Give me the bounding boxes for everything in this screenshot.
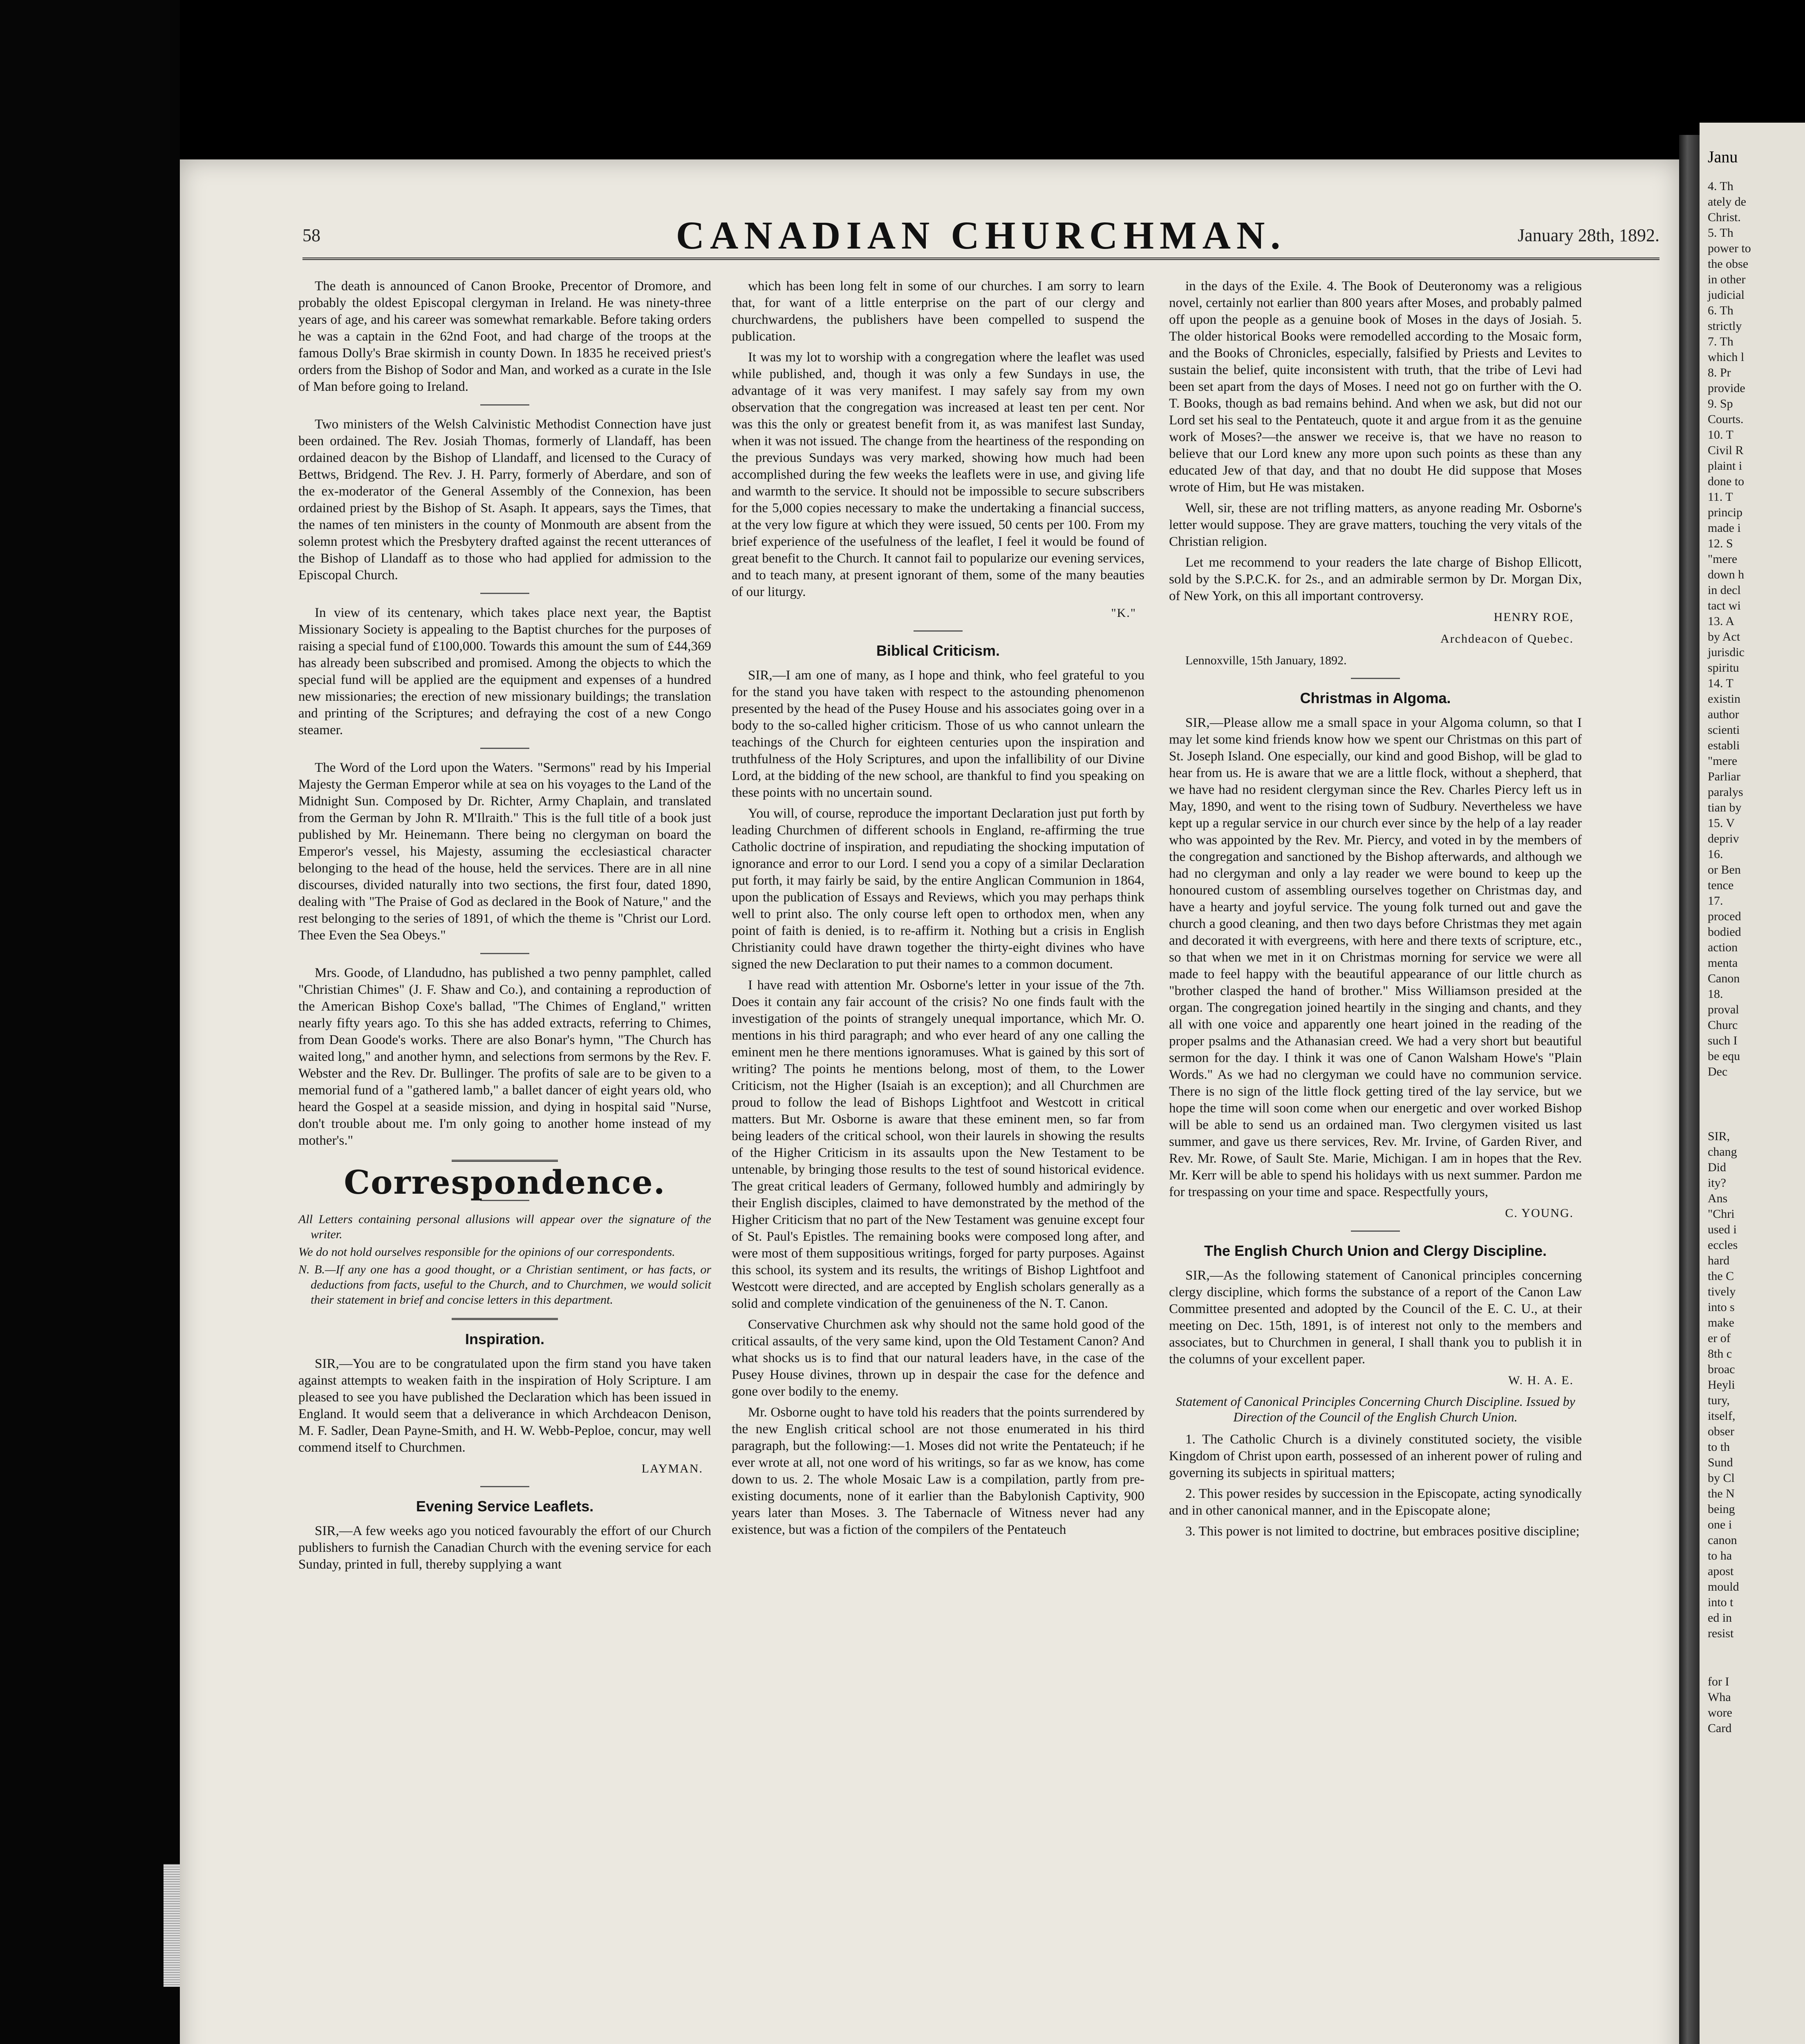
adjacent-page-line: 18. — [1708, 987, 1723, 1001]
editorial-notice: All Letters containing personal allusions will appear over the signature of the writer. — [298, 1213, 711, 1241]
adjacent-page-lines — [1700, 1129, 1805, 1641]
adjacent-page-line: made i — [1708, 521, 1741, 535]
letter-body: which has been long felt in some of our churches. I am sorry to learn that, for want of a little enterprise on the part of our clergy and churchwardens, the publishers have been compelled to suspend the publication. — [732, 279, 1144, 344]
letter-body: Well, sir, these are not trifling matters, as anyone reading Mr. Osborne's letter would suppose. They are grave matters, touching the very vitals of the Christian religion. — [1169, 501, 1582, 549]
adjacent-page-line: 7. Th — [1708, 335, 1733, 348]
adjacent-page-line: paralys — [1708, 785, 1743, 799]
issue-date: January 28th, 1892. — [1517, 225, 1659, 245]
divider — [452, 1160, 558, 1162]
adjacent-page-line: "Chri — [1708, 1207, 1735, 1221]
adjacent-page-line: 13. A — [1708, 614, 1735, 628]
adjacent-page-line: one i — [1708, 1518, 1732, 1531]
adjacent-page-lines — [1700, 179, 1805, 1080]
adjacent-page-line: to ha — [1708, 1549, 1732, 1562]
column-3 — [1169, 278, 1582, 1544]
column-1 — [298, 278, 711, 1577]
letter-heading: The English Church Union and Clergy Discipline. — [1204, 1242, 1547, 1259]
letter-heading: Evening Service Leaflets. — [416, 1498, 594, 1515]
adjacent-page-line: 8. Pr — [1708, 366, 1731, 379]
adjacent-page-line: Sund — [1708, 1456, 1733, 1469]
adjacent-page-line: establi — [1708, 739, 1740, 752]
adjacent-page-line: obser — [1708, 1425, 1734, 1438]
adjacent-page-line: 11. T — [1708, 490, 1733, 504]
adjacent-page-line: scienti — [1708, 723, 1740, 737]
adjacent-page-line: 5. Th — [1708, 226, 1733, 240]
adjacent-page-line: Churc — [1708, 1018, 1738, 1032]
adjacent-page-gap — [1700, 1080, 1805, 1129]
statement-title: Statement of Canonical Principles Concerning Church Discipline. Issued by Direction of the Council of the English Church Union. — [1176, 1394, 1575, 1424]
adjacent-page-line: Parliar — [1708, 770, 1740, 783]
letter-body: Let me recommend to your readers the late charge of Bishop Ellicott, sold by the S.P.C.K. for 2s., and an admirable sermon by Dr. Morgan Dix, of New York, on this all important controversy. — [1169, 555, 1582, 603]
adjacent-page-line: ately de — [1708, 195, 1747, 208]
letter-body: SIR,—Please allow me a small space in your Algoma column, so that I may let some kind friends know how we spent our Christmas on this part of St. Joseph Island. One especially, our kind and good Bishop, will be glad to hear from us. He is aware that we are a little flock, without a shepherd, that we have had no resident clergyman since the Rev. Charles Piercy left us in May, 1890, and went to the rising town of Sudbury. Nevertheless we have kept up a regular service in our church ever since by the help of a lay reader who was appointed by the Rev. Mr. Piercy, and voted in by the members of the congregation and sanctioned by the Bishop afterwards, and although we had no clergyman and only a lay reader we were bound to keep up the honoured custom of assembling ourselves together on Christmas day, and have a hearty and joyful service. The young folk turned out and gave the church a good cleaning, and then two days before Christmas they met again and decorated it with evergreens, with here and there texts of scripture, etc., so that when we met in it on Christmas morning for service we were all made to feel happy with the beautiful appearance of our little church as "brother clasped the hand of brother." Miss Williamson presided at the organ. The congregation joined heartily in the singing and chants, and they all with one voice and apparently one heart joined in the reading of the proper psalms and the Athanasian creed. We had a very short but beautiful sermon for the day. I think it was one of Canon Walsham Howe's "Plain Words." As we had no clergyman we could have no communion service. There is no sign of the little flock getting tired of the lay service, but we hope the time will soon come when our energetic and over worked Bishop will be able to send us an ordained man. Two clergymen visited us last summer, and gave us there services, Rev. Mr. Irvine, of Garden River, and Rev. Mr. Rowe, of Sault Ste. Marie, Michigan. I am in hopes that the Rev. Mr. Kerr will be able to spend his holidays with us next summer. Pardon me for trespassing on your time and space. Respectfully yours, — [1169, 715, 1582, 1199]
adjacent-page-line: 16. — [1708, 847, 1723, 861]
letter-body: SIR,—A few weeks ago you noticed favourably the effort of our Church publishers to furnish the Canadian Church with the evening service for each Sunday, printed in full, thereby supplying a want — [298, 1524, 711, 1572]
letter-body: Mr. Osborne ought to have told his readers that the points surrendered by the new English critical school are not those enumerated in his third paragraph, but the following:—1. Moses did not write the Pentateuch; if he ever wrote at all, not one word of his writings, so far as we know, has come down to us. 2. The whole Mosaic Law is a compilation, partly from pre-existing documents, none of it earlier than the Babylonish Captivity, 900 years later than Moses. 3. The Tabernacle of Witness never had any existence, but was a fiction of the compilers of the Pentateuch — [732, 1405, 1144, 1537]
divider — [1351, 678, 1400, 679]
adjacent-page-line: ed in — [1708, 1611, 1732, 1625]
adjacent-page-line: ity? — [1708, 1176, 1726, 1190]
adjacent-page-line: such I — [1708, 1034, 1738, 1047]
adjacent-page-line: make — [1708, 1316, 1734, 1329]
editorial-notice: N. B.—If any one has a good thought, or a Christian sentiment, or has facts, or deductions from facts, useful to the Church, and to Churchmen, we would solicit their statement in brief and concise letters in this department. — [298, 1263, 711, 1307]
divider — [914, 630, 963, 632]
adjacent-page-line: 14. T — [1708, 677, 1733, 690]
adjacent-page-line: resist — [1708, 1627, 1734, 1640]
adjacent-page-line: proced — [1708, 910, 1741, 923]
adjacent-page-line: tury, — [1708, 1394, 1730, 1407]
letter-body: I have read with attention Mr. Osborne's letter in your issue of the 7th. Does it contain any fair account of the crisis? No one finds fault with the investigation of the points of strangely unequal importance, which Mr. O. mentions in his third paragraph; and who ever heard of any one calling the eminent men he there mentions ignoramuses. What is gained by this sort of writing? The points he mentions belong, most of them, to the Lower Criticism, not the Higher (Isaiah is an exception); and all Churchmen are proud to follow the lead of Bishops Lightfoot and Westcott in critical matters. But Mr. Osborne is aware that these eminent men, so far from being leaders of the critical school, won their laurels in showing the results of the Higher Criticism in its assaults upon the New Testament to be untenable, by bringing those results to the test of sound historical evidence. The great critical leaders of Germany, followed humbly and admiringly by their English disciples, claimed to have demonstrated by the method of the Higher Criticism that no part of the New Testament was genuine except four of St. Paul's Epistles. The remaining books were composed long after, and were most of them suppositious writings, forged for party purposes. Against this school, its system and its results, the writings of Bishop Lightfoot and Westcott were directed, and are accepted by English scholars generally as a solid and complete vindication of the genuineness of the N. T. Canon. — [732, 978, 1144, 1311]
adjacent-page-line: spiritu — [1708, 661, 1739, 675]
adjacent-page-line: hard — [1708, 1254, 1730, 1267]
divider — [452, 1318, 558, 1320]
news-item: The death is announced of Canon Brooke, Precentor of Dromore, and probably the oldest Episcopal clergyman in Ireland. He was ninety-three years of age, and his career was somewhat remarkable. Before taking orders he was a captain in the 62nd Foot, and had charge of the troops at the famous Dolly's Brae skirmish in county Down. In 1835 he received priest's orders from the Bishop of Sodor and Man, and worked as a curate in the Isle of Man before going to Ireland. — [298, 279, 711, 394]
letter-body: You will, of course, reproduce the important Declaration just put forth by leading Churchmen of different schools in England, re-affirming the true Catholic doctrine of inspiration, and repudiating the shocking imputation of ignorance and error to our Lord. I send you a copy of a similar Declaration put forth, it may fairly be said, by the entire Anglican Communion in 1864, upon the publication of Essays and Reviews, which you may perhaps think well to print also. The only course left open to orthodox men, when any point of faith is denied, is to re-affirm it. Nothing but a crisis in English Christianity could have drawn together the thirty-eight divines who have signed the new Declaration to put their names to a common document. — [732, 806, 1144, 972]
divider — [480, 748, 529, 749]
adjacent-page-line: Did — [1708, 1161, 1726, 1174]
divider — [480, 953, 529, 954]
letter-signature: LAYMAN. — [641, 1462, 703, 1475]
adjacent-page-line: Canon — [1708, 972, 1740, 985]
adjacent-page-line: to th — [1708, 1440, 1730, 1454]
letter-signature: "K." — [1111, 606, 1136, 620]
letter-heading: Inspiration. — [465, 1331, 544, 1347]
adjacent-page-line: tian by — [1708, 801, 1742, 814]
adjacent-page-line: mould — [1708, 1580, 1739, 1594]
adjacent-page-line: 8th c — [1708, 1347, 1732, 1360]
adjacent-page-edge — [1700, 123, 1805, 2044]
divider — [480, 404, 529, 406]
letter-body: SIR,—I am one of many, as I hope and think, who feel grateful to you for the stand you have taken with respect to the astounding phenomenon presented by the head of the Pusey House and his associates going over in a body to the so-called higher criticism. Those of us who cannot unlearn the teachings of the Church for eighteen centuries upon the inspiration and truthfulness of the Holy Scriptures, and upon the infallibility of our Divine Lord, at the bidding of the new school, are thankful to find you speaking on these points with no uncertain sound. — [732, 668, 1144, 800]
adjacent-page-line: down h — [1708, 568, 1745, 581]
adjacent-page-line: in other — [1708, 273, 1746, 286]
letter-signature: HENRY ROE, — [1494, 610, 1574, 624]
adjacent-page-line: for I — [1708, 1675, 1729, 1688]
page-stack-edge — [163, 1864, 180, 1987]
adjacent-page-line: menta — [1708, 956, 1738, 970]
adjacent-page-line: 10. T — [1708, 428, 1733, 442]
adjacent-page-line: "mere — [1708, 552, 1738, 566]
adjacent-page-line: 17. — [1708, 894, 1723, 908]
masthead: CANADIAN CHURCHMAN. — [676, 213, 1286, 257]
adjacent-page-line: author — [1708, 708, 1739, 721]
statement-point: 2. This power resides by succession in the Episcopate, acting synodically and in other canonical manner, and in the Episcopate alone; — [1169, 1486, 1582, 1518]
adjacent-page-line: princip — [1708, 506, 1742, 519]
adjacent-page-line: wore — [1708, 1706, 1732, 1719]
editorial-notice: We do not hold ourselves responsible for the opinions of our correspondents. — [298, 1245, 675, 1259]
letter-body: in the days of the Exile. 4. The Book of Deuteronomy was a religious novel, certainly not earlier than 800 years after Moses, and probably palmed off upon the people as a genuine book of Moses in the days of Josiah. 5. The older historical Books were remodelled according to the Mosaic form, and the Books of Chronicles, especially, falsified by Priests and Levites to sustain the belief, quite inconsistent with truth, that the tribe of Levi had been set apart from the days of Moses. I need not go on further with the O. T. Books, though as bad remains behind. And when we ask, but did not our Lord set his seal to the Pentateuch, quote it and argue from it as the genuine work of Moses?—the answer we receive is, that we have no reason to believe that our Lord knew any more upon such points as these than any educated Jew of that day, and that no doubt He did suppose that Moses wrote of Him, but He was mistaken. — [1169, 279, 1582, 495]
column-2 — [732, 278, 1144, 1542]
adjacent-page-line: 9. Sp — [1708, 397, 1733, 410]
letter-signature: C. YOUNG. — [1505, 1206, 1574, 1220]
adjacent-page-line: proval — [1708, 1003, 1739, 1016]
statement-point: 1. The Catholic Church is a divinely constituted society, the visible Kingdom of Christ upon earth, possessed of an inherent power of ruling and governing its subjects in spiritual matters; — [1169, 1432, 1582, 1480]
adjacent-page-gap — [1700, 1641, 1805, 1674]
adjacent-page-line: strictly — [1708, 319, 1742, 333]
letter-signature-title: Archdeacon of Quebec. — [1440, 632, 1574, 645]
letter-heading: Christmas in Algoma. — [1300, 690, 1451, 706]
adjacent-page-line: tact wi — [1708, 599, 1741, 612]
adjacent-page-line: 15. V — [1708, 816, 1735, 830]
adjacent-page-line: 6. Th — [1708, 304, 1733, 317]
page-number: 58 — [302, 225, 320, 245]
adjacent-page-line: Dec — [1708, 1065, 1728, 1078]
adjacent-page-line: Christ. — [1708, 211, 1741, 224]
letter-body: Conservative Churchmen ask why should not the same hold good of the critical assaults, of the very same kind, upon the Old Testament Canon? And what shocks us is to find that our natural leaders have, in the case of the Pusey House divines, thrown up in despair the case for the defence and gone over bodily to the enemy. — [732, 1317, 1144, 1399]
adjacent-page-line: into s — [1708, 1300, 1735, 1314]
adjacent-page-line: existin — [1708, 692, 1740, 706]
news-item: In view of its centenary, which takes place next year, the Baptist Missionary Society is appealing to the Baptist churches for the purposes of raising a special fund of £100,000. Towards this amount the sum of £44,369 has already been subscribed and promised. Among the objects to which the special fund will be applied are the equipment and expenses of a hundred new missionaries; the erection of new missionary buildings; the translation and printing of the Scriptures; and defraying the cost of a new Congo steamer. — [298, 605, 711, 737]
adjacent-page-line: chang — [1708, 1145, 1737, 1159]
adjacent-page-line: itself, — [1708, 1409, 1736, 1423]
letter-body: It was my lot to worship with a congregation where the leaflet was used while published, and, though it was only a few Sundays in use, the advantage of it was very manifest. I may safely say from my own observation that the congregation was increased at least ten per cent. Nor was this the only or greatest benefit from it, as was manifest last Sunday, when it was not issued. The change from the heartiness of the responding on the previous Sundays was very marked, showing how much had been accomplished during the few weeks the leaflets were in use, and giving life and warmth to the service. It should not be impossible to secure subscribers for the 5,000 copies necessary to make the undertaking a financial success, at the very low figure at which they were issued, 50 cents per 100. From my brief experience of the usefulness of the leaflet, I feel it would be found of great benefit to the Church. It cannot fail to popularize our evening services, and to teach many, at present ignorant of them, some of the many beauties of our liturgy. — [732, 350, 1144, 599]
adjacent-page-line: 4. Th — [1708, 179, 1733, 193]
adjacent-page-line: Heyli — [1708, 1378, 1735, 1392]
adjacent-page-line: power to — [1708, 242, 1751, 255]
page-header — [302, 208, 1659, 260]
adjacent-page-line: used i — [1708, 1223, 1737, 1236]
news-item: The Word of the Lord upon the Waters. "Sermons" read by his Imperial Majesty the German Emperor while at sea on his voyages to the Land of the Midnight Sun. Composed by Dr. Richter, Army Chaplain, and translated from the German by John R. M'Ilraith." This is the full title of a book just published by Mr. Heinemann. There being no clergyman on board the Emperor's vessel, his Majesty, assuming the ecclesiastical character belonging to the head of the house, held the services. There are in all nine discourses, divided naturally into two sections, the first four, dated 1890, dealing with "The Praise of God as declared in the Book of Nature," and the rest belonging to the series of 1891, of which the theme is "Christ our Lord. Thee Even the Sea Obeys." — [298, 760, 711, 943]
adjacent-page-line: be equ — [1708, 1049, 1740, 1063]
correspondence-heading: Correspondence. — [344, 1163, 666, 1201]
adjacent-page-line: the obse — [1708, 257, 1749, 271]
statement-point: 3. This power is not limited to doctrine, but embraces positive discipline; — [1185, 1524, 1580, 1539]
adjacent-page-line: provide — [1708, 381, 1745, 395]
adjacent-page-line: into t — [1708, 1596, 1733, 1609]
adjacent-page-line: Civil R — [1708, 444, 1744, 457]
adjacent-page-line: in decl — [1708, 583, 1741, 597]
newspaper-page — [180, 159, 1679, 2044]
adjacent-page-line: by Act — [1708, 630, 1740, 643]
adjacent-page-line: er of — [1708, 1331, 1731, 1345]
adjacent-page-line: by Cl — [1708, 1471, 1735, 1485]
adjacent-page-line: the C — [1708, 1269, 1734, 1283]
letter-signature: W. H. A. E. — [1508, 1374, 1574, 1387]
adjacent-page-line: judicial — [1708, 288, 1745, 302]
adjacent-page-line: canon — [1708, 1533, 1737, 1547]
adjacent-page-line: the N — [1708, 1487, 1735, 1500]
adjacent-page-line: "mere — [1708, 754, 1738, 768]
adjacent-page-header: Janu — [1708, 148, 1738, 166]
adjacent-page-line: SIR, — [1708, 1130, 1730, 1143]
adjacent-page-line: 12. S — [1708, 537, 1733, 550]
divider — [1351, 1230, 1400, 1232]
adjacent-page-line: tively — [1708, 1285, 1736, 1298]
adjacent-page-line: Card — [1708, 1721, 1732, 1735]
news-item: Mrs. Goode, of Llandudno, has published a two penny pamphlet, called "Christian Chimes" (J. F. Shaw and Co.), and containing a reproduction of the American Bishop Coxe's ballad, "The Chimes of England," written nearly fifty years ago. To this she has added extracts, referring to Chimes, from Dean Goode's works. There are also Bonar's hymn, "The Church has waited long," and another hymn, and selections from sermons by the Rev. F. Webster and the Rev. Dr. Bullinger. The profits of sale are to be given to a memorial fund of a "gathered lamb," a ballet dancer of eight years old, who heard the Gospel at a seaside mission, and dying in hospital said "Nurse, don't trouble about me. I'm only going to another home instead of my mother's." — [298, 966, 711, 1148]
adjacent-page-line: done to — [1708, 475, 1745, 488]
adjacent-page-lines — [1700, 1674, 1805, 1736]
letter-place-date: Lennoxville, 15th January, 1892. — [1185, 654, 1347, 667]
divider — [480, 593, 529, 594]
adjacent-page-line: depriv — [1708, 832, 1739, 845]
adjacent-page-line: Courts. — [1708, 412, 1744, 426]
adjacent-page-line: jurisdic — [1708, 645, 1745, 659]
letter-heading: Biblical Criticism. — [876, 642, 1000, 659]
letter-body: SIR,—As the following statement of Canonical principles concerning clergy discipline, which forms the substance of a report of the Canon Law Committee presented and adopted by the Council of the E. C. U., at their meeting on Dec. 15th, 1891, is of interest not only to the members and associates, but to Churchmen in general, I shall thank you to publish it in the columns of your excellent paper. — [1169, 1268, 1582, 1367]
book-gutter-fold — [1679, 135, 1700, 2044]
adjacent-page-line: broac — [1708, 1363, 1735, 1376]
adjacent-page-line: plaint i — [1708, 459, 1742, 473]
divider — [480, 1486, 529, 1487]
adjacent-page-line: or Ben — [1708, 863, 1741, 876]
adjacent-page-line: Wha — [1708, 1690, 1731, 1704]
adjacent-page-line: being — [1708, 1502, 1735, 1516]
news-item: Two ministers of the Welsh Calvinistic Methodist Connection have just been ordained. The Rev. Josiah Thomas, formerly of Llandaff, has been ordained deacon by the Bishop of Llandaff, and licensed to the Curacy of Bettws, Bridgend. The Rev. J. H. Parry, formerly of Aberdare, and son of the ex-moderator of the General Assembly of the Connexion, has been ordained priest by the Bishop of St. Asaph. It appears, says the Times, that the names of ten ministers in the county of Monmouth are absent from the solemn protest which the Presbytery drafted against the recent utterances of the Bishop of Llandaff as to those who had applied for admission to the Episcopal Church. — [298, 417, 711, 583]
letter-body: SIR,—You are to be congratulated upon the firm stand you have taken against attempts to weaken faith in the inspiration of Holy Scripture. I am pleased to see you have published the Declaration which has been issued in England. It would seem that a deliverance in which Archdeacon Denison, M. F. Sadler, Dean Payne-Smith, and H. W. Webb-Peploe, concur, may well commend itself to Churchmen. — [298, 1356, 711, 1455]
adjacent-page-line: action — [1708, 941, 1738, 954]
adjacent-page-line: tence — [1708, 879, 1734, 892]
scanner-background-left — [0, 0, 180, 2044]
adjacent-page-line: apost — [1708, 1564, 1734, 1578]
adjacent-page-line: eccles — [1708, 1238, 1738, 1252]
adjacent-page-line: Ans — [1708, 1192, 1728, 1205]
adjacent-page-line: bodied — [1708, 925, 1741, 939]
adjacent-page-line: which l — [1708, 350, 1745, 364]
